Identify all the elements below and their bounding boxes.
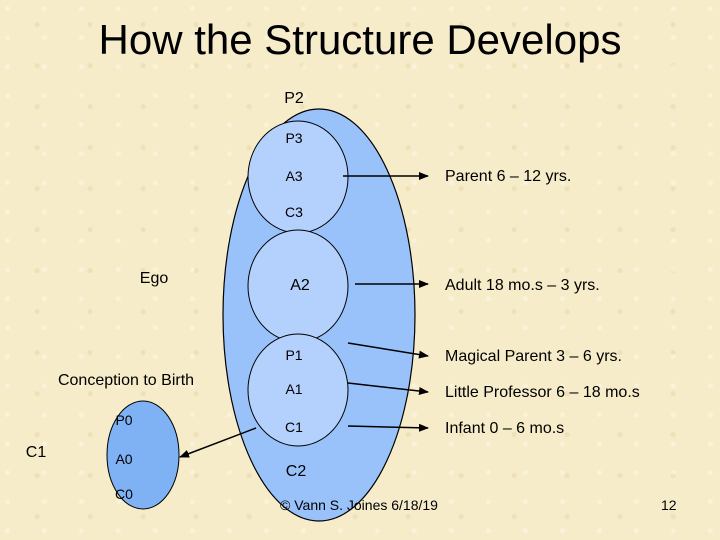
label-c2: C2: [285, 463, 307, 480]
stage-label-little-professor: Little Professor 6 – 18 mo.s: [445, 384, 640, 401]
label-c1-outer: C1: [25, 444, 47, 461]
page-number: 12: [661, 497, 677, 513]
label-p3: P3: [285, 130, 303, 146]
label-p1: P1: [285, 347, 303, 363]
label-a0: A0: [115, 451, 133, 467]
label-a3: A3: [285, 168, 303, 184]
stage-label-parent: Parent 6 – 12 yrs.: [445, 168, 572, 185]
label-conception-to-birth: Conception to Birth: [57, 372, 195, 389]
label-a2: A2: [290, 277, 310, 294]
label-c1-inner: C1: [285, 419, 303, 435]
stage-label-adult: Adult 18 mo.s – 3 yrs.: [445, 277, 600, 294]
stage-label-infant: Infant 0 – 6 mo.s: [445, 420, 565, 437]
label-c0: C0: [115, 486, 133, 502]
slide-title: How the Structure Develops: [98, 16, 622, 63]
label-c3: C3: [285, 204, 303, 220]
label-a1: A1: [285, 381, 303, 397]
label-p2: P2: [284, 90, 304, 107]
label-ego: Ego: [139, 270, 169, 287]
label-p0: P0: [115, 412, 133, 428]
stage-label-magical-parent: Magical Parent 3 – 6 yrs.: [445, 348, 622, 365]
footer-copyright: © Vann S. Joines 6/18/19: [280, 497, 438, 513]
